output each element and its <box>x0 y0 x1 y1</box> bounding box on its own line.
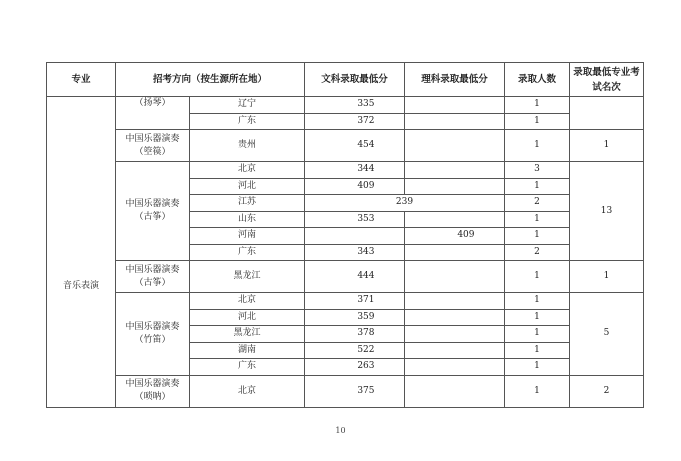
direction-category-main: 中国乐器演奏 <box>125 199 180 209</box>
arts-min-score-value: 372 <box>357 115 375 126</box>
direction-category-main: 中国乐器演奏 <box>125 133 180 144</box>
table-row <box>47 162 644 179</box>
direction-category-main: 中国乐器演奏 <box>125 379 180 389</box>
province-cell: 广东 <box>190 113 305 130</box>
province-cell: 广东 <box>190 359 305 376</box>
province-cell: 黑龙江 <box>190 261 305 293</box>
admit-count-cell: 1 <box>505 342 570 359</box>
direction-category-cell <box>116 293 190 376</box>
arts-min-score-cell <box>305 359 405 376</box>
table-row <box>47 375 644 407</box>
header-major: 专业 <box>47 63 116 97</box>
admit-count-cell: 1 <box>505 228 570 245</box>
province-cell: 河北 <box>190 178 305 195</box>
header-rank: 录取最低专业考试名次 <box>570 63 644 97</box>
direction-category-cell <box>116 162 190 261</box>
direction-category-cell <box>116 261 190 293</box>
direction-category-sub: （古筝） <box>134 212 171 222</box>
arts-min-score-value: 359 <box>357 311 375 322</box>
sci-min-score-cell <box>405 162 505 179</box>
arts-min-score-cell <box>305 293 405 310</box>
province-cell: 广东 <box>190 244 305 261</box>
arts-min-score-value: 375 <box>357 385 375 396</box>
arts-min-score-value: 344 <box>357 164 375 175</box>
sci-min-score-cell <box>405 211 505 228</box>
arts-min-score-cell <box>305 228 405 245</box>
arts-min-score-value: 522 <box>357 344 375 355</box>
header-sci-min: 理科录取最低分 <box>405 63 505 97</box>
sci-min-score-cell <box>405 113 505 130</box>
sci-min-score-value: 409 <box>457 230 475 241</box>
admit-count-cell: 3 <box>505 162 570 179</box>
arts-min-score-cell <box>305 261 405 293</box>
arts-min-score-value: 353 <box>357 213 375 224</box>
sci-min-score-cell <box>405 309 505 326</box>
province-cell: 黑龙江 <box>190 326 305 343</box>
sci-min-score-cell <box>405 293 505 310</box>
admission-score-table <box>46 62 644 408</box>
rank-cell: 5 <box>570 293 644 376</box>
admit-count-cell: 1 <box>505 293 570 310</box>
merged-score-cell: 239 <box>305 195 505 212</box>
direction-category-sub: （唢呐） <box>134 392 171 402</box>
admit-count-cell: 1 <box>505 97 570 114</box>
arts-min-score-value: 343 <box>357 246 375 257</box>
province-cell: 江苏 <box>190 195 305 212</box>
table-row <box>47 293 644 310</box>
sci-min-score-cell <box>405 244 505 261</box>
sci-min-score-cell <box>405 228 505 245</box>
direction-category-cell <box>116 130 190 162</box>
direction-category-sub: （古筝） <box>134 277 171 288</box>
major-cell: 音乐表演 <box>47 97 116 408</box>
province-cell: 山东 <box>190 211 305 228</box>
arts-min-score-cell <box>305 97 405 114</box>
sci-min-score-cell <box>405 342 505 359</box>
direction-category-sub: （扬琴） <box>134 98 171 108</box>
arts-min-score-value: 263 <box>357 361 375 372</box>
admit-count-cell: 2 <box>505 195 570 212</box>
sci-min-score-cell <box>405 261 505 293</box>
admit-count-cell: 1 <box>505 113 570 130</box>
rank-cell: 1 <box>570 130 644 162</box>
sci-min-score-cell <box>405 326 505 343</box>
admit-count-cell: 1 <box>505 359 570 376</box>
arts-min-score-cell <box>305 244 405 261</box>
arts-min-score-value: 444 <box>357 271 375 281</box>
rank-cell: 1 <box>570 261 644 293</box>
arts-min-score-cell <box>305 211 405 228</box>
admit-count-cell: 1 <box>505 261 570 293</box>
rank-cell: 13 <box>570 162 644 261</box>
arts-min-score-value: 409 <box>357 180 375 191</box>
arts-min-score-cell <box>305 342 405 359</box>
direction-category-sub: （箜篌） <box>134 146 171 157</box>
province-cell: 北京 <box>190 293 305 310</box>
arts-min-score-value: 378 <box>357 328 375 339</box>
admit-count-cell: 1 <box>505 178 570 195</box>
table-body <box>47 97 644 408</box>
direction-category-cell <box>116 375 190 407</box>
direction-category-main: 中国乐器演奏 <box>125 321 180 332</box>
province-cell: 湖南 <box>190 342 305 359</box>
direction-category-main: 中国乐器演奏 <box>125 264 180 275</box>
admit-count-cell: 1 <box>505 211 570 228</box>
table-row <box>47 261 644 293</box>
rank-cell: 2 <box>570 375 644 407</box>
province-cell: 河南 <box>190 228 305 245</box>
header-arts-min: 文科录取最低分 <box>305 63 405 97</box>
direction-category-sub: （竹笛） <box>134 334 171 345</box>
arts-min-score-value: 371 <box>357 295 375 306</box>
province-cell: 北京 <box>190 162 305 179</box>
admit-count-cell: 1 <box>505 309 570 326</box>
admit-count-cell: 2 <box>505 244 570 261</box>
sci-min-score-cell <box>405 97 505 114</box>
table-header <box>47 63 644 97</box>
province-cell: 河北 <box>190 309 305 326</box>
arts-min-score-cell <box>305 113 405 130</box>
sci-min-score-cell <box>405 178 505 195</box>
province-cell: 辽宁 <box>190 97 305 114</box>
province-cell: 贵州 <box>190 130 305 162</box>
province-cell: 北京 <box>190 375 305 407</box>
arts-min-score-value: 335 <box>357 99 375 110</box>
admit-count-cell: 1 <box>505 375 570 407</box>
admit-count-cell: 1 <box>505 326 570 343</box>
table-row <box>47 97 644 114</box>
sci-min-score-cell <box>405 375 505 407</box>
direction-category-cell <box>116 97 190 130</box>
arts-min-score-cell <box>305 130 405 162</box>
arts-min-score-cell <box>305 375 405 407</box>
page-number: 10 <box>335 426 346 435</box>
sci-min-score-cell <box>405 130 505 162</box>
table-row <box>47 130 644 162</box>
admit-count-cell: 1 <box>505 130 570 162</box>
arts-min-score-cell <box>305 178 405 195</box>
arts-min-score-cell <box>305 326 405 343</box>
arts-min-score-cell <box>305 309 405 326</box>
rank-cell <box>570 97 644 130</box>
header-direction: 招考方向（按生源所在地） <box>116 63 305 97</box>
header-count: 录取人数 <box>505 63 570 97</box>
sci-min-score-cell <box>405 359 505 376</box>
arts-min-score-cell <box>305 162 405 179</box>
arts-min-score-value: 454 <box>357 140 375 150</box>
